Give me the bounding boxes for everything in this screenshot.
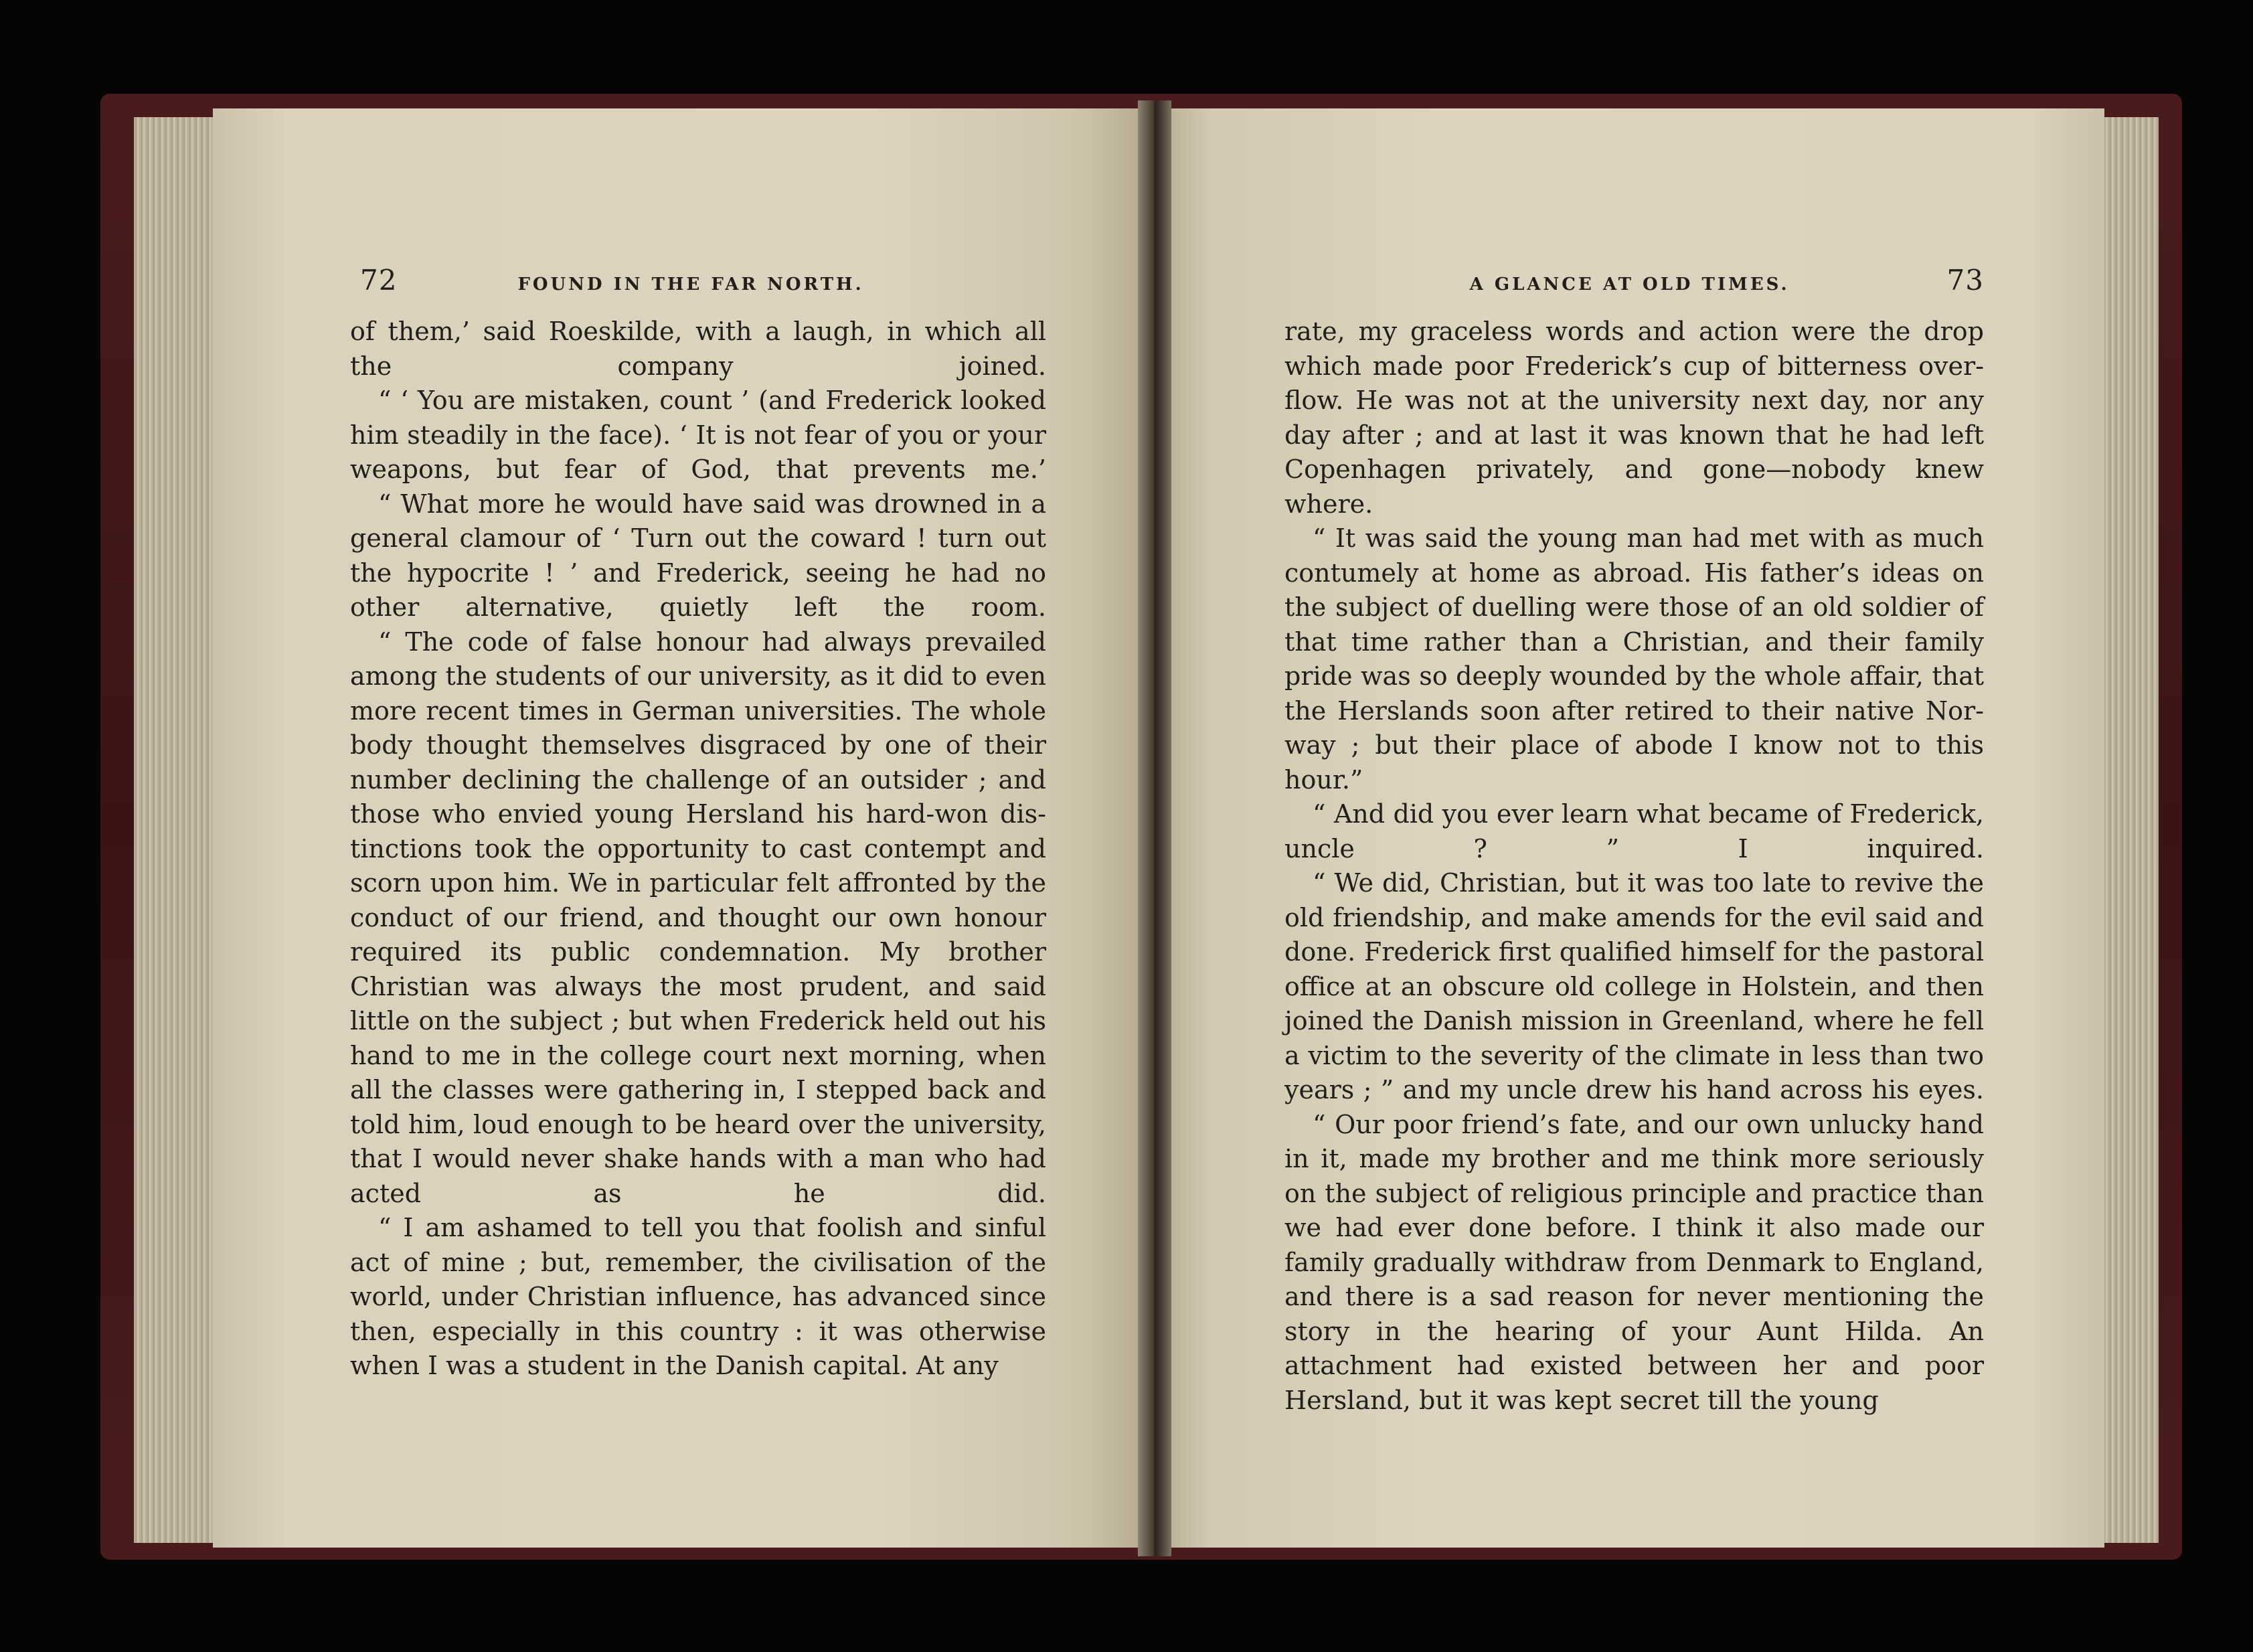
left-running-title: FOUND IN THE FAR NORTH. bbox=[517, 274, 864, 295]
right-running-title: A GLANCE AT OLD TIMES. bbox=[1469, 274, 1790, 295]
right-paragraph: rate, my graceless words and action were the drop which made poor Frederick’s cup of bitterness overflow. He was not at the university next day, nor any day after ; and at last it was known that he had left Copenhagen privately, and gone—nobody knew where. bbox=[1284, 317, 1984, 519]
left-paragraph: “ ‘ You are mistaken, count ’ (and Frederick looked him steadily in the face). ‘ It is not fear of you or your weapons, but fear of God, that prevents me.’ bbox=[350, 386, 1046, 484]
left-page-edges bbox=[134, 117, 221, 1543]
right-paragraph: “ It was said the young man had met with as much contumely at home as abroad. His father’s ideas on the subject of duelling were those of an old soldier of that time rather than a Christian, and their family pride was so deeply wounded by the whole affair, that the Herslands soon after retired to their native Norway ; but their place of abode I know not to this hour.” bbox=[1284, 523, 1984, 795]
right-paragraph: “ Our poor friend’s fate, and our own unlucky hand in it, made my brother and me think more seriously on the subject of religious principle and practice than we had ever done before. I think it also made our family gradually withdraw from Denmark to England, and there is a sad reason for never mentioning the story in the hearing of your Aunt Hilda. An attachment had existed between her and poor Hersland, but it was kept secret till the young bbox=[1284, 1109, 1984, 1415]
book-gutter bbox=[1138, 100, 1171, 1556]
left-page-text bbox=[350, 315, 1046, 1384]
right-page-number: 73 bbox=[1946, 264, 1984, 297]
left-running-head bbox=[360, 264, 1056, 304]
right-paragraph: “ And did you ever learn what became of Frederick, uncle ? ” I inquired. bbox=[1284, 799, 1984, 863]
left-paragraph: “ What more he would have said was drowned in a general clamour of ‘ Turn out the coward ! turn out the hypocrite ! ’ and Frederick, seeing he had no other alternative, quietly left the room. bbox=[350, 489, 1046, 622]
right-page bbox=[1154, 108, 2104, 1548]
left-page bbox=[213, 108, 1150, 1548]
left-paragraph: of them,’ said Roeskilde, with a laugh, in which all the company joined. bbox=[350, 317, 1046, 381]
right-page-text bbox=[1284, 315, 1984, 1418]
left-page-number: 72 bbox=[360, 264, 398, 297]
right-paragraph: “ We did, Christian, but it was too late to revive the old friendship, and make amends for the evil said and done. Frederick first qualified himself for the pastoral office at an obscure old college in Holstein, and then joined the Danish mission in Greenland, where he fell a victim to the severity of the climate in less than two years ; ” and my uncle drew his hand across his eyes. bbox=[1284, 868, 1984, 1104]
left-paragraph: “ I am ashamed to tell you that foolish and sinful act of mine ; but, remember, the civilisation of the world, under Christian influence, has advanced since then, especially in this country : it was otherwise when I was a student in the Danish capital. At any bbox=[350, 1213, 1046, 1380]
left-paragraph: “ The code of false honour had always prevailed among the students of our university, as it did to even more recent times in German universities. The whole body thought themselves disgraced by one of their number declining the challenge of an outsider ; and those who envied young Hersland his hard-won distinctions took the opportunity to cast contempt and scorn upon him. We in particular felt affronted by the conduct of our friend, and thought our own honour required its public condemnation. My brother Christian was always the most prudent, and said little on the subject ; but when Frederick held out his hand to me in the college court next morning, when all the classes were gathering in, I stepped back and told him, loud enough to be heard over the university, that I would never shake hands with a man who had acted as he did. bbox=[350, 627, 1046, 1208]
right-running-head bbox=[1284, 264, 1984, 304]
